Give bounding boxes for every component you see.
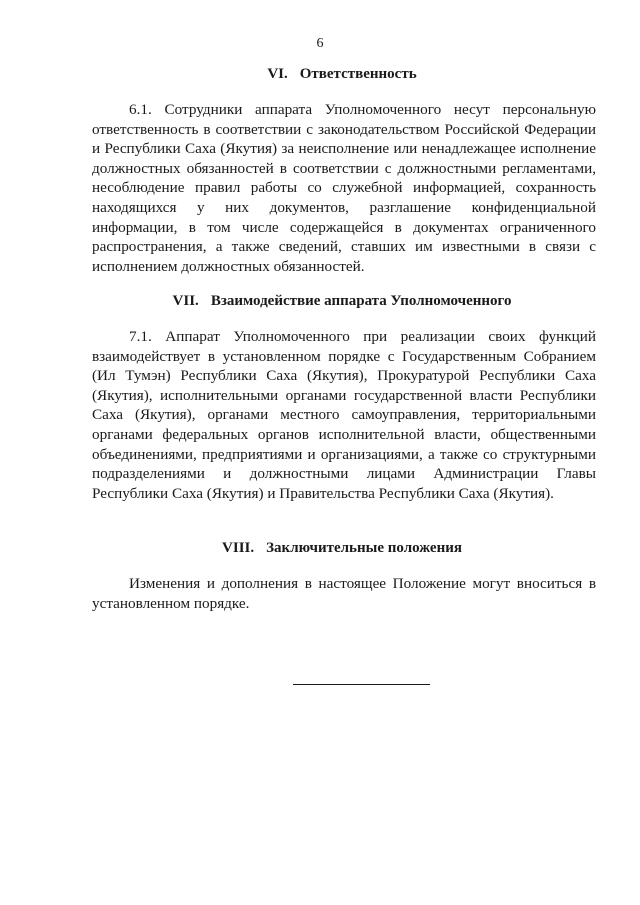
section-8-paragraph: Изменения и дополнения в настоящее Положение могут вноситься в установленном порядке. bbox=[92, 575, 596, 612]
section-7-heading bbox=[92, 293, 592, 310]
section-6-paragraph: 6.1. Сотрудники аппарата Уполномоченного несут персональную ответственность в соответствии с законодательством Российской Федерации и Республики Саха (Якутия) за неисполнение или ненадлежащее исполнение должностных обязанностей в соответствии с должностными регламентами, несоблюдение правил работы со служебной информацией, сохранность находящихся у них документов, разглашение конфиденциальной информации, в том числе содержащейся в документах ограниченного распространения, а также сведений, ставших им известными в связи с исполнением должностных обязанностей. bbox=[92, 101, 596, 275]
section-6-title: Ответственность bbox=[299, 66, 417, 82]
section-6-heading bbox=[92, 66, 592, 83]
end-divider-line bbox=[293, 684, 430, 685]
section-6-number: VI. bbox=[267, 66, 288, 82]
section-8-title: Заключительные положения bbox=[266, 540, 462, 556]
section-7-paragraph: 7.1. Аппарат Уполномоченного при реализации своих функций взаимодействует в установленном порядке с Государственным Собранием (Ил Тумэн) Республики Саха (Якутия), Прокуратурой Республики Саха (Якутия), исполнительными органами государственной власти Республики Саха (Якутия), органами местного самоуправления, территориальными органами федеральных органов исполнительной власти, общественными объединениями, предприятиями и организациями, а также со структурными подразделениями и должностными лицами Администрации Главы Республики Саха (Якутия) и Правительства Республики Саха (Якутия). bbox=[92, 328, 596, 502]
section-8-number: VIII. bbox=[222, 540, 255, 556]
section-7-title: Взаимодействие аппарата Уполномоченного bbox=[210, 293, 512, 309]
page-number: 6 bbox=[316, 36, 324, 51]
section-7-number: VII. bbox=[172, 293, 199, 309]
section-8-heading bbox=[92, 540, 592, 557]
